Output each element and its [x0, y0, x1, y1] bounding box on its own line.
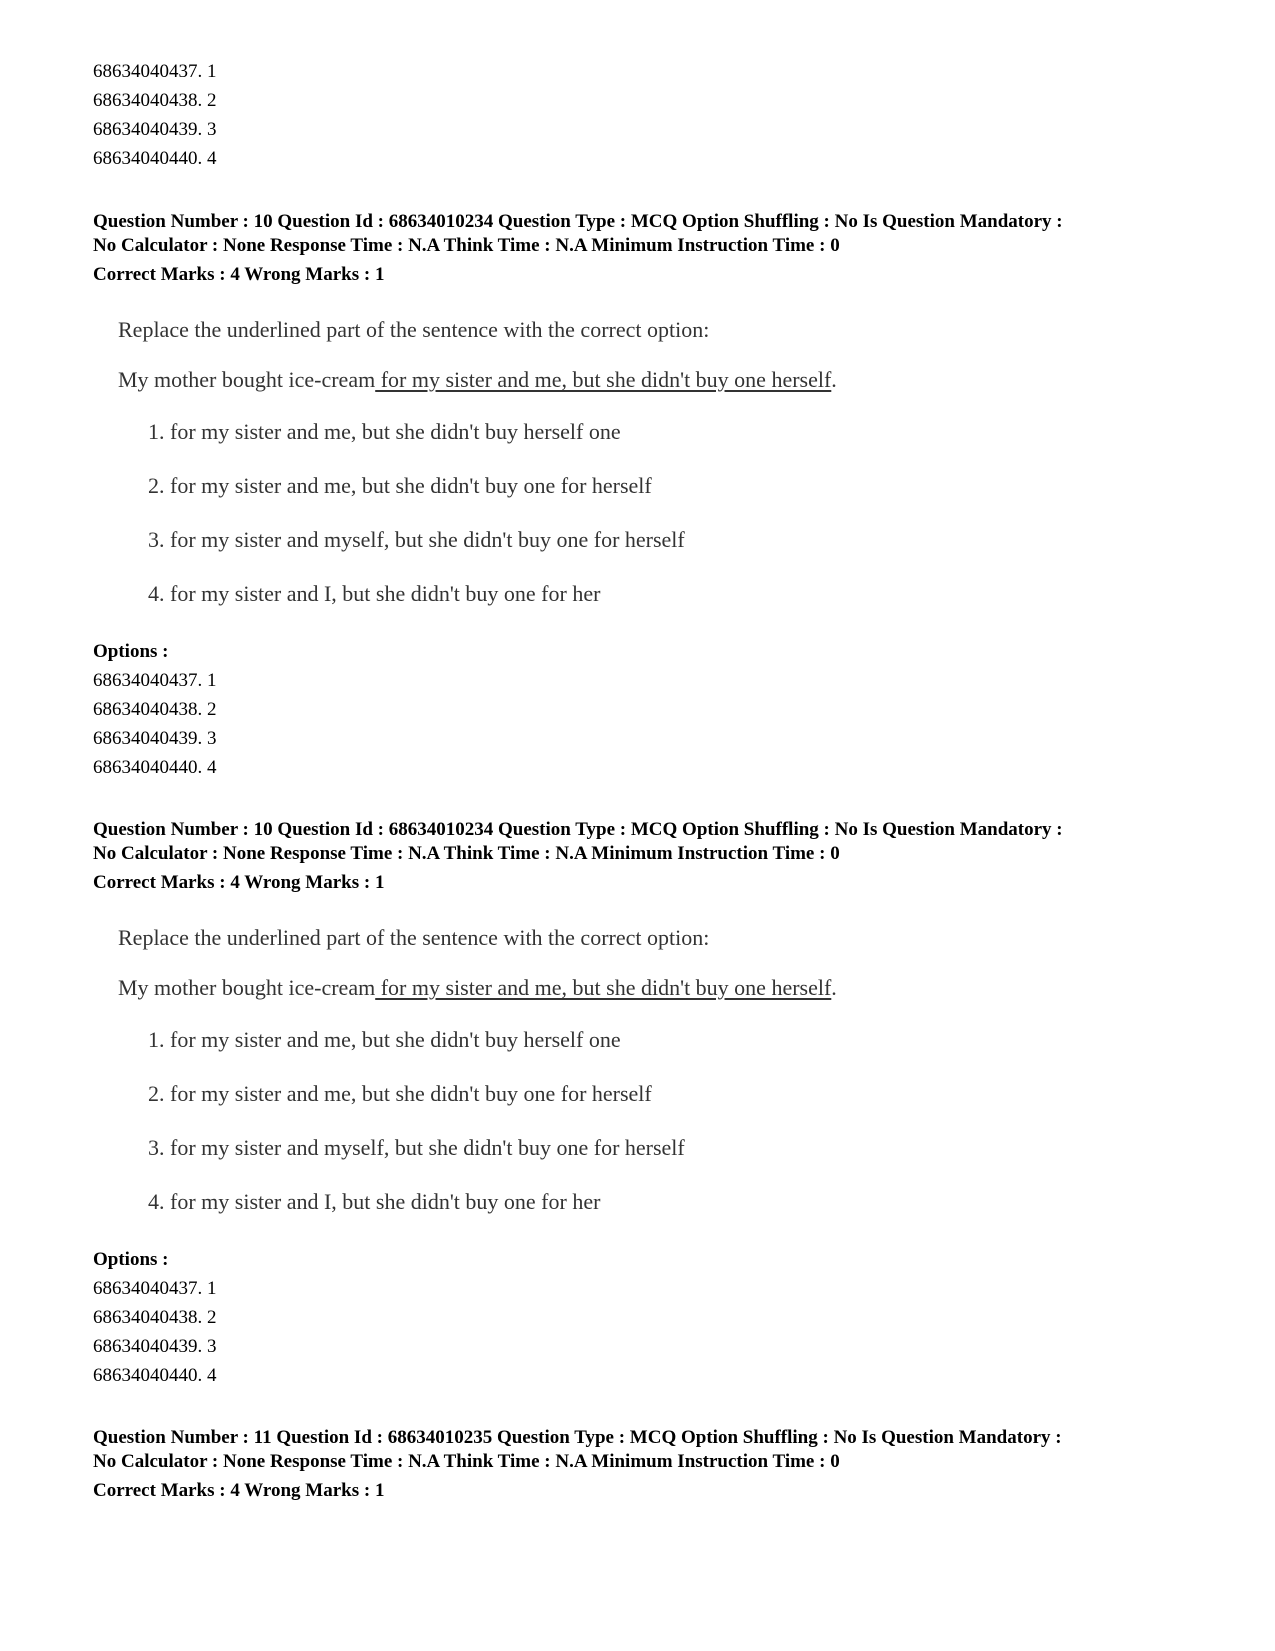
option-line: 68634040439. 3 [93, 119, 217, 140]
option-line: 68634040439. 3 [93, 1336, 217, 1357]
answer-choices [148, 1025, 837, 1217]
answer-choice: 1. for my sister and me, but she didn't buy herself one [148, 419, 621, 444]
marks-line: Correct Marks : 4 Wrong Marks : 1 [93, 1480, 385, 1501]
question-header [93, 818, 1063, 895]
marks-line: Correct Marks : 4 Wrong Marks : 1 [93, 264, 385, 285]
question-meta-line-2: No Calculator : None Response Time : N.A Think Time : N.A Minimum Instruction Time : 0 [93, 843, 840, 864]
question-meta-line-1: Question Number : 11 Question Id : 68634010235 Question Type : MCQ Option Shuffling : No Is Question Mandatory : [93, 1427, 1062, 1448]
question-body [118, 923, 837, 1217]
option-line: 68634040438. 2 [93, 90, 217, 111]
option-line: 68634040440. 4 [93, 1365, 217, 1386]
option-line: 68634040437. 1 [93, 61, 217, 82]
question-body [118, 315, 837, 609]
option-line: 68634040438. 2 [93, 699, 217, 720]
question-instruction: Replace the underlined part of the sentence with the correct option: [118, 925, 710, 950]
question-sentence: My mother bought ice-cream for my sister and me, but she didn't buy one herself. [118, 367, 837, 392]
answer-choices [148, 417, 837, 609]
top-options-list [93, 57, 217, 173]
option-line: 68634040437. 1 [93, 1278, 217, 1299]
question-instruction: Replace the underlined part of the sentence with the correct option: [118, 317, 710, 342]
option-line: 68634040437. 1 [93, 670, 217, 691]
options-section [93, 637, 217, 782]
question-meta-line-1: Question Number : 10 Question Id : 68634010234 Question Type : MCQ Option Shuffling : No Is Question Mandatory : [93, 211, 1063, 232]
answer-choice: 3. for my sister and myself, but she didn't buy one for herself [148, 527, 685, 552]
question-meta-line-2: No Calculator : None Response Time : N.A Think Time : N.A Minimum Instruction Time : 0 [93, 235, 840, 256]
options-label: Options : [93, 1249, 169, 1270]
option-line: 68634040440. 4 [93, 757, 217, 778]
underlined-part: for my sister and me, but she didn't buy one herself [375, 367, 832, 392]
marks-line: Correct Marks : 4 Wrong Marks : 1 [93, 872, 385, 893]
option-line: 68634040438. 2 [93, 1307, 217, 1328]
answer-choice: 2. for my sister and me, but she didn't buy one for herself [148, 473, 652, 498]
option-line: 68634040440. 4 [93, 148, 217, 169]
option-line: 68634040439. 3 [93, 728, 217, 749]
options-section [93, 1245, 217, 1390]
question-meta-line-2: No Calculator : None Response Time : N.A Think Time : N.A Minimum Instruction Time : 0 [93, 1451, 840, 1472]
options-label: Options : [93, 641, 169, 662]
answer-choice: 4. for my sister and I, but she didn't buy one for her [148, 1189, 601, 1214]
question-header [93, 1426, 1062, 1503]
question-meta-line-1: Question Number : 10 Question Id : 68634010234 Question Type : MCQ Option Shuffling : No Is Question Mandatory : [93, 819, 1063, 840]
answer-choice: 2. for my sister and me, but she didn't buy one for herself [148, 1081, 652, 1106]
question-sentence: My mother bought ice-cream for my sister and me, but she didn't buy one herself. [118, 975, 837, 1000]
answer-choice: 3. for my sister and myself, but she didn't buy one for herself [148, 1135, 685, 1160]
answer-choice: 1. for my sister and me, but she didn't buy herself one [148, 1027, 621, 1052]
question-header [93, 210, 1063, 287]
underlined-part: for my sister and me, but she didn't buy one herself [375, 975, 832, 1000]
answer-choice: 4. for my sister and I, but she didn't buy one for her [148, 581, 601, 606]
